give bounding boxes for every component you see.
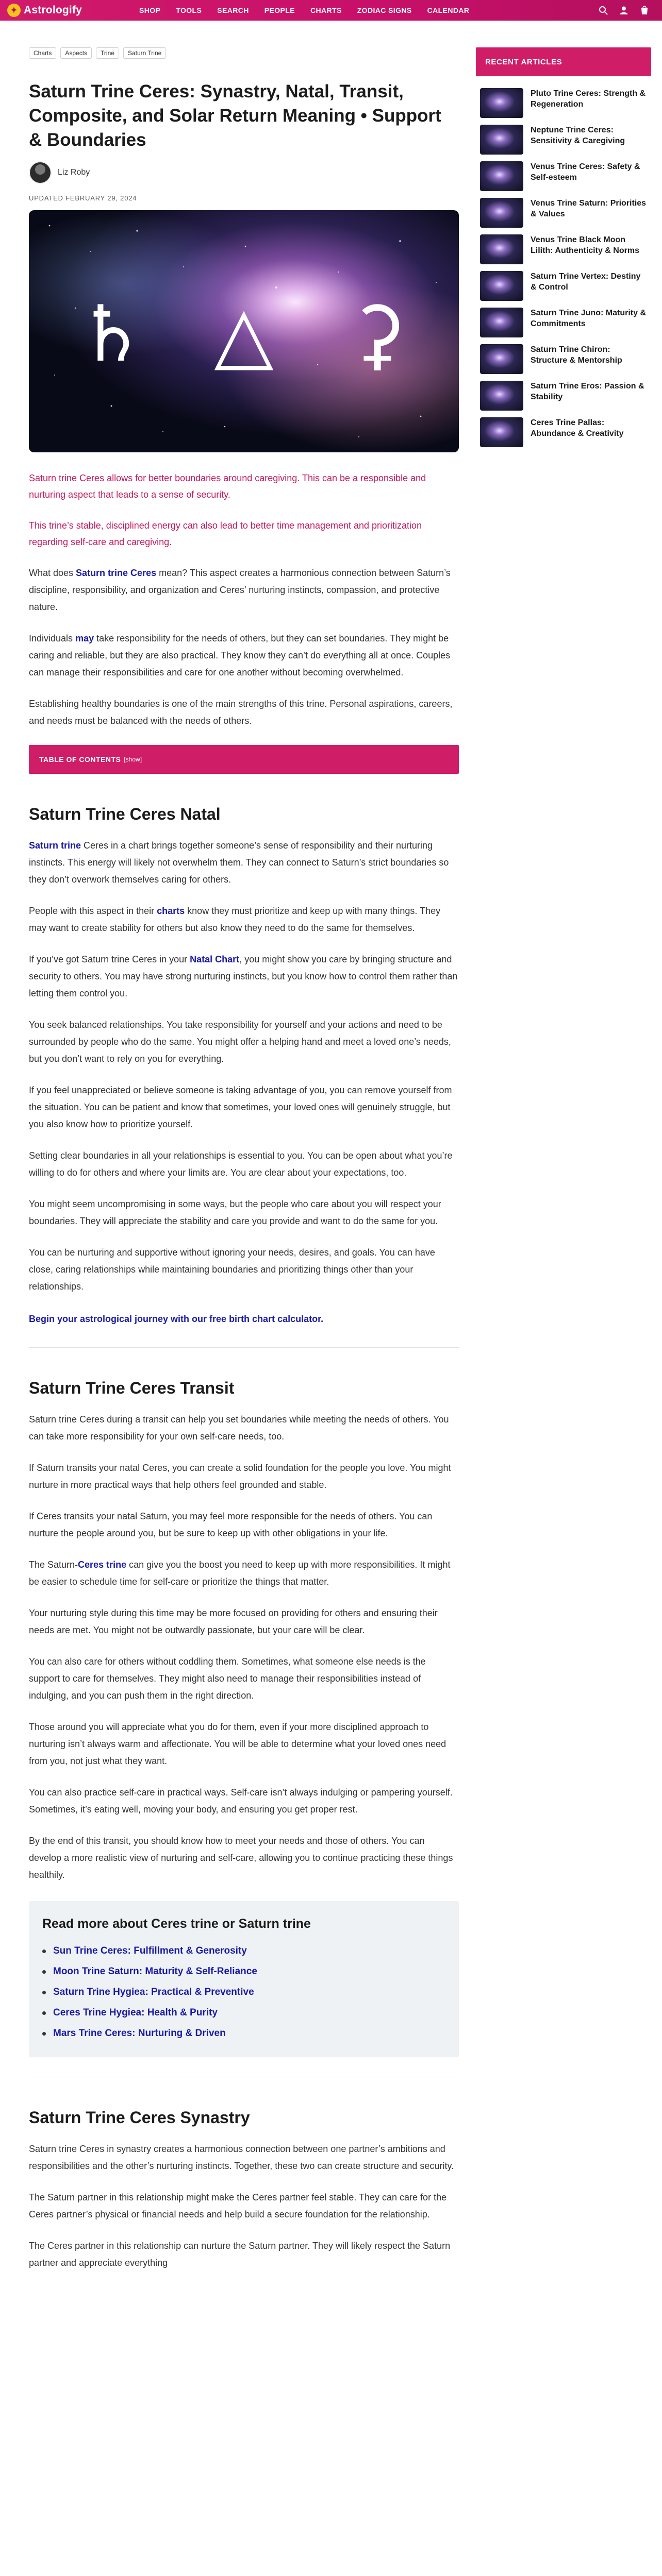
recent-article-title: Neptune Trine Ceres: Sensitivity & Caregiving [531,126,625,145]
recent-article-item[interactable] [480,234,647,264]
birth-chart-calculator-link[interactable]: Begin your astrological journey with our free birth chart calculator. [29,1314,324,1324]
toc-title: TABLE OF CONTENTS [39,755,121,764]
link-charts[interactable]: charts [157,906,185,916]
sidebar [476,47,651,447]
bullet-icon [42,1991,46,1994]
transit-paragraph: Your nurturing style during this time may be more focused on providing for others and ensuring their needs are met. You might not be outwardly passionate, but your care will be clear. [29,1608,438,1635]
article-thumbnail [480,234,523,264]
recent-article-item[interactable] [480,381,647,411]
read-more-link-saturn-trine-hygiea[interactable]: Saturn Trine Hygiea: Practical & Preventive [53,1987,254,1997]
nav-link-search[interactable]: SEARCH [217,6,249,14]
nav-link-calendar[interactable]: CALENDAR [427,6,470,14]
natal-paragraph: You can be nurturing and supportive without ignoring your needs, desires, and goals. You can have close, caring relationships while maintaining boundaries and prioritizing things other than your relationships. [29,1247,435,1292]
list-item [42,2023,445,2044]
read-more-list [42,1941,445,2044]
recent-article-title: Saturn Trine Chiron: Structure & Mentorship [531,345,622,365]
intro-paragraph-3: Establishing healthy boundaries is one of the main strengths of this trine. Personal aspirations, careers, and needs must be balanced with the needs of others. [29,699,453,726]
breadcrumb-charts[interactable]: Charts [29,47,56,59]
intro-paragraph-1: What does Saturn trine Ceres mean? This aspect creates a harmonious connection between Saturn’s discipline, responsibility, and organization and Ceres’ nurturing instincts, compassion, and protective nature. [29,568,451,612]
author-byline [29,161,459,184]
natal-paragraph: If you feel unappreciated or believe someone is taking advantage of you, you can remove yourself from the situation. You can be patient and know that sometimes, your loved ones will genuinely struggle, but you also know how to prioritize yourself. [29,1085,452,1129]
article-thumbnail [480,308,523,337]
link-natal-chart[interactable]: Natal Chart [190,954,240,964]
article-thumbnail [480,198,523,228]
intro-paragraph-2: Individuals may take responsibility for the needs of others, but they can set boundaries. They might be caring and reliable, but they are also practical. They know they can’t do everything all at once. Couples can manage their responsibilities and care for one another without becoming overwhelmed. [29,633,451,677]
synastry-paragraph: Saturn trine Ceres in synastry creates a harmonious connection between one partner’s ambitions and responsibilities and the other’s nurturing instincts. Together, these two can create structure and security. [29,2144,454,2171]
list-item [42,1982,445,2003]
updated-date: UPDATED FEBRUARY 29, 2024 [29,194,137,202]
hero-image [29,210,459,452]
nav-link-people[interactable]: PEOPLE [264,6,295,14]
synastry-paragraph: The Ceres partner in this relationship can nurture the Saturn partner. They will likely respect the Saturn partner and appreciate everything [29,2241,451,2268]
recent-article-item[interactable] [480,161,647,191]
site-logo[interactable] [7,4,82,17]
link-ceres-trine[interactable]: Ceres trine [78,1560,127,1570]
transit-paragraph: Those around you will appreciate what you do for them, even if your more disciplined approach to nurturing isn’t always warm and affectionate. You will be able to determine what your loved ones need from you, not just what they want. [29,1722,446,1766]
logo-star-icon: ✦ [7,4,21,17]
nav-links [139,0,485,21]
article-thumbnail [480,125,523,155]
natal-paragraph: Setting clear boundaries in all your relationships is essential to you. You can be open about what you’re willing to do for others and where your limits are. You are clear about your expectations, too. [29,1150,453,1178]
nav-link-charts[interactable]: CHARTS [310,6,342,14]
recent-articles-header: RECENT ARTICLES [476,47,651,76]
recent-article-title: Saturn Trine Eros: Passion & Stability [531,382,644,401]
nav-link-zodiac-signs[interactable]: ZODIAC SIGNS [357,6,412,14]
natal-paragraph: People with this aspect in their charts know they must prioritize and keep up with many things. They may want to create stability for others but also know they need to do the same for themselves. [29,906,441,933]
read-more-link-moon-trine-saturn[interactable]: Moon Trine Saturn: Maturity & Self-Reliance [53,1966,257,1977]
link-saturn-trine[interactable]: Saturn trine [29,840,81,851]
recent-article-item[interactable] [480,344,647,374]
read-more-box [29,1901,459,2057]
author-name[interactable]: Liz Roby [58,168,90,177]
natal-paragraph: You might seem uncompromising in some ways, but the people who care about you will respect your boundaries. They will appreciate the stability and care you provide and want to do the same for you. [29,1199,441,1226]
recent-article-item[interactable] [480,88,647,118]
section-heading-transit: Saturn Trine Ceres Transit [29,1379,235,1397]
list-item [42,1961,445,1982]
recent-article-title: Ceres Trine Pallas: Abundance & Creativity [531,418,624,438]
natal-paragraph: You seek balanced relationships. You take responsibility for yourself and your actions and need to be surrounded by people who do the same. You might offer a helping hand and meet a loved one’s needs, but you don’t want to rely on you for everything. [29,1020,451,1064]
trine-glyph: △ [214,290,274,379]
lead-paragraph-2: This trine’s stable, disciplined energy can also lead to better time management and prioritization regarding self-care and caregiving. [29,520,422,547]
author-avatar[interactable] [29,161,52,184]
bullet-icon [42,1950,46,1953]
section-heading-natal: Saturn Trine Ceres Natal [29,805,221,823]
transit-paragraph: The Saturn-Ceres trine can give you the boost you need to keep up with more responsibilities. It might be easier to schedule time for self-care or prioritize the things that matter. [29,1560,451,1587]
article-thumbnail [480,161,523,191]
transit-paragraph: You can also practice self-care in practical ways. Self-care isn’t always indulging or pampering yourself. Sometimes, it’s eating well, moving your body, and ensuring you get proper rest. [29,1787,453,1815]
list-item [42,1941,445,1961]
article-thumbnail [480,417,523,447]
cart-icon[interactable] [639,5,650,15]
search-icon[interactable] [598,5,608,15]
transit-paragraph: Saturn trine Ceres during a transit can help you set boundaries while meeting the needs of others. You can take more responsibility for your own self-care needs, too. [29,1414,449,1442]
bullet-icon [42,2011,46,2015]
recent-article-title: Venus Trine Ceres: Safety & Self-esteem [531,162,640,182]
natal-paragraph: If you’ve got Saturn trine Ceres in your Natal Chart, you might show you care by bringing structure and security to others. You may have strong nurturing instincts, but you know how to control them rather than letting them control you. [29,954,458,998]
transit-paragraph: By the end of this transit, you should know how to meet your needs and those of others. You can develop a more realistic view of nurturing and self-care, allowing you to continue practicing these things healthily. [29,1836,453,1880]
link-may[interactable]: may [75,633,94,643]
read-more-link-mars-trine-ceres[interactable]: Mars Trine Ceres: Nurturing & Driven [53,2028,226,2039]
recent-article-item[interactable] [480,417,647,447]
transit-paragraph: If Ceres transits your natal Saturn, you may feel more responsible for the needs of others. You can nurture the people around you, but be sure to keep up with other obligations in your life. [29,1511,433,1538]
synastry-paragraph: The Saturn partner in this relationship might make the Ceres partner feel stable. They can care for the Ceres partner’s physical or financial needs and help build a secure foundation for the relationship. [29,2192,447,2219]
recent-article-title: Venus Trine Saturn: Priorities & Values [531,199,647,218]
read-more-link-sun-trine-ceres[interactable]: Sun Trine Ceres: Fulfillment & Generosity [53,1945,247,1956]
section-heading-synastry: Saturn Trine Ceres Synastry [29,2108,250,2127]
user-icon[interactable] [619,5,629,15]
recent-article-title: Saturn Trine Vertex: Destiny & Control [531,272,641,292]
recent-article-item[interactable] [480,125,647,155]
read-more-title: Read more about Ceres trine or Saturn trine [42,1917,311,1931]
bullet-icon [42,1970,46,1974]
nav-link-tools[interactable]: TOOLS [176,6,202,14]
toc-show-toggle[interactable]: [show] [124,756,142,763]
recent-article-title: Pluto Trine Ceres: Strength & Regeneration [531,89,646,109]
nav-link-shop[interactable]: SHOP [139,6,161,14]
link-saturn-trine-ceres[interactable]: Saturn trine Ceres [76,568,157,578]
natal-paragraph: Saturn trine Ceres in a chart brings together someone’s sense of responsibility and their nurturing instincts. This energy will likely not overwhelm them. They can connect to Saturn’s strict boundaries so they don’t overwork themselves caring for others. [29,840,449,885]
table-of-contents [29,745,459,774]
breadcrumb-aspects[interactable]: Aspects [60,47,92,59]
recent-article-item[interactable] [480,308,647,337]
article-thumbnail [480,88,523,118]
read-more-link-ceres-trine-hygiea[interactable]: Ceres Trine Hygiea: Health & Purity [53,2007,218,2018]
article-thumbnail [480,271,523,301]
breadcrumb [29,47,459,59]
transit-paragraph: You can also care for others without coddling them. Sometimes, what someone else needs is the support to care for themselves. They might also need to manage their responsibilities instead of indulging, and you can push them in the right direction. [29,1656,426,1701]
page-title: Saturn Trine Ceres: Synastry, Natal, Transit, Composite, and Solar Return Meaning • Support & Boundaries [29,81,441,150]
breadcrumb-trine[interactable]: Trine [96,47,119,59]
article-main [29,47,459,2272]
ceres-glyph: ⚳ [349,290,406,379]
bullet-icon [42,2032,46,2036]
section-divider [29,1347,459,1348]
recent-article-item[interactable] [480,198,647,228]
breadcrumb-saturn-trine[interactable]: Saturn Trine [123,47,166,59]
list-item [42,2003,445,2023]
lead-paragraph-1: Saturn trine Ceres allows for better boundaries around caregiving. This can be a responsible and nurturing aspect that leads to a sense of security. [29,473,426,500]
transit-paragraph: If Saturn transits your natal Ceres, you can create a solid foundation for the people you love. You might nurture in more practical ways that help others feel grounded and stable. [29,1463,451,1490]
saturn-glyph: ♄ [76,290,146,379]
top-navigation [0,0,662,21]
nav-icons [588,0,650,21]
recent-article-title: Saturn Trine Juno: Maturity & Commitments [531,309,647,328]
article-thumbnail [480,344,523,374]
logo-text: Astrologify [24,4,82,16]
article-thumbnail [480,381,523,411]
recent-article-item[interactable] [480,271,647,301]
recent-articles-list [476,76,651,447]
recent-article-title: Venus Trine Black Moon Lilith: Authenticity & Norms [531,235,639,255]
